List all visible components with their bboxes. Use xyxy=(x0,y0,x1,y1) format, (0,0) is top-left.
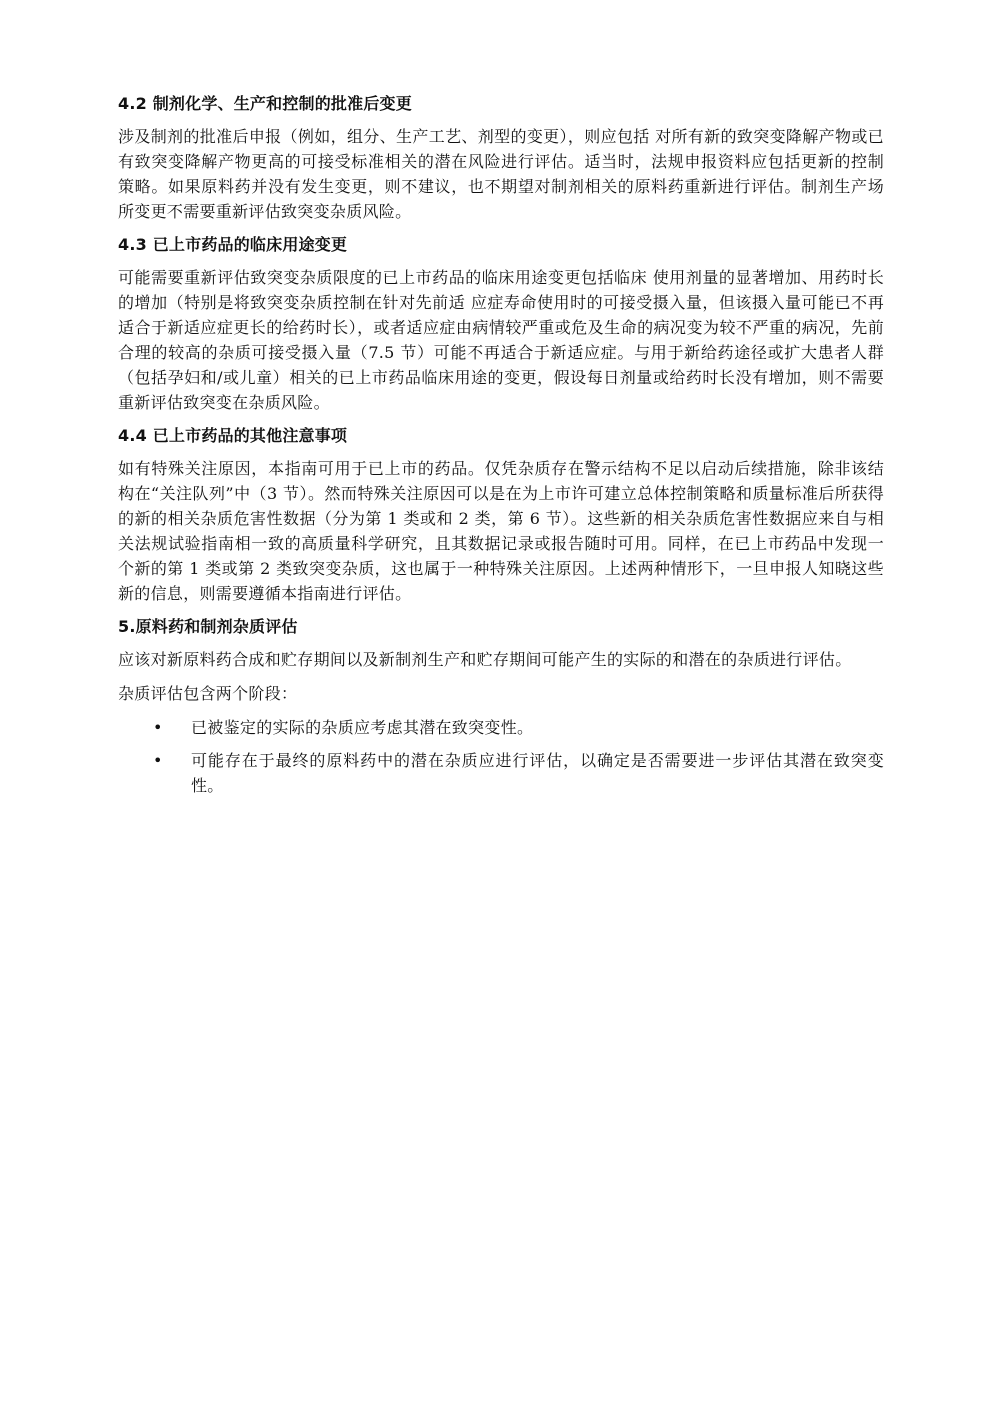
list-item xyxy=(118,748,884,798)
list-item xyxy=(118,715,884,740)
section-paragraph: 杂质评估包含两个阶段： xyxy=(118,684,298,703)
section-paragraph: 应该对新原料药合成和贮存期间以及新制剂生产和贮存期间可能产生的实际的和潜在的杂质进行评估。 xyxy=(118,650,852,669)
document-page xyxy=(118,92,884,806)
section-5 xyxy=(118,615,884,798)
list-item-text: 可能存在于最终的原料药中的潜在杂质应进行评估，以确定是否需要进一步评估其潜在致突变性。 xyxy=(191,751,884,795)
bullet-list xyxy=(118,715,884,798)
section-heading: 4.3 已上市药品的临床用途变更 xyxy=(118,235,348,254)
bullet-icon: • xyxy=(153,718,163,737)
section-4-4 xyxy=(118,424,884,606)
section-heading: 4.4 已上市药品的其他注意事项 xyxy=(118,426,348,445)
section-4-2 xyxy=(118,92,884,224)
section-heading: 5.原料药和制剂杂质评估 xyxy=(118,617,298,636)
list-item-text: 已被鉴定的实际的杂质应考虑其潜在致突变性。 xyxy=(191,718,534,737)
bullet-icon: • xyxy=(153,751,163,770)
section-4-3 xyxy=(118,233,884,415)
section-paragraph: 可能需要重新评估致突变杂质限度的已上市药品的临床用途变更包括临床 使用剂量的显著增加、用药时长的增加（特别是将致突变杂质控制在针对先前适 应症寿命使用时的可接受摄入量，但该摄入量可能已不再适合于新适应症更长的给药时长），或者适应症由病情较严重或危及生命的病况变为较不严重的病况，先前合理的较高的杂质可接受摄入量（7.5 节）可能不再适合于新适应症。与用于新给药途径或扩大患者人群（包括孕妇和/或儿童）相关的已上市药品临床用途的变更，假设每日剂量或给药时长没有增加，则不需要重新评估致突变在杂质风险。 xyxy=(118,268,884,412)
section-paragraph: 涉及制剂的批准后申报（例如，组分、生产工艺、剂型的变更），则应包括 对所有新的致突变降解产物或已有致突变降解产物更高的可接受标准相关的潜在风险进行评估。适当时，法规申报资料应包括更新的控制策略。如果原料药并没有发生变更，则不建议，也不期望对制剂相关的原料药重新进行评估。制剂生产场所变更不需要重新评估致突变杂质风险。 xyxy=(118,127,884,221)
section-heading: 4.2 制剂化学、生产和控制的批准后变更 xyxy=(118,94,412,113)
section-paragraph: 如有特殊关注原因，本指南可用于已上市的药品。仅凭杂质存在警示结构不足以启动后续措施，除非该结构在“关注队列”中（3 节）。然而特殊关注原因可以是在为上市许可建立总体控制策略和质量标准后所获得的新的相关杂质危害性数据（分为第 1 类或和 2 类，第 6 节）。这些新的相关杂质危害性数据应来自与相关法规试验指南相一致的高质量科学研究，且其数据记录或报告随时可用。同样，在已上市药品中发现一个新的第 1 类或第 2 类致突变杂质，这也属于一种特殊关注原因。上述两种情形下，一旦申报人知晓这些新的信息，则需要遵循本指南进行评估。 xyxy=(118,459,884,603)
